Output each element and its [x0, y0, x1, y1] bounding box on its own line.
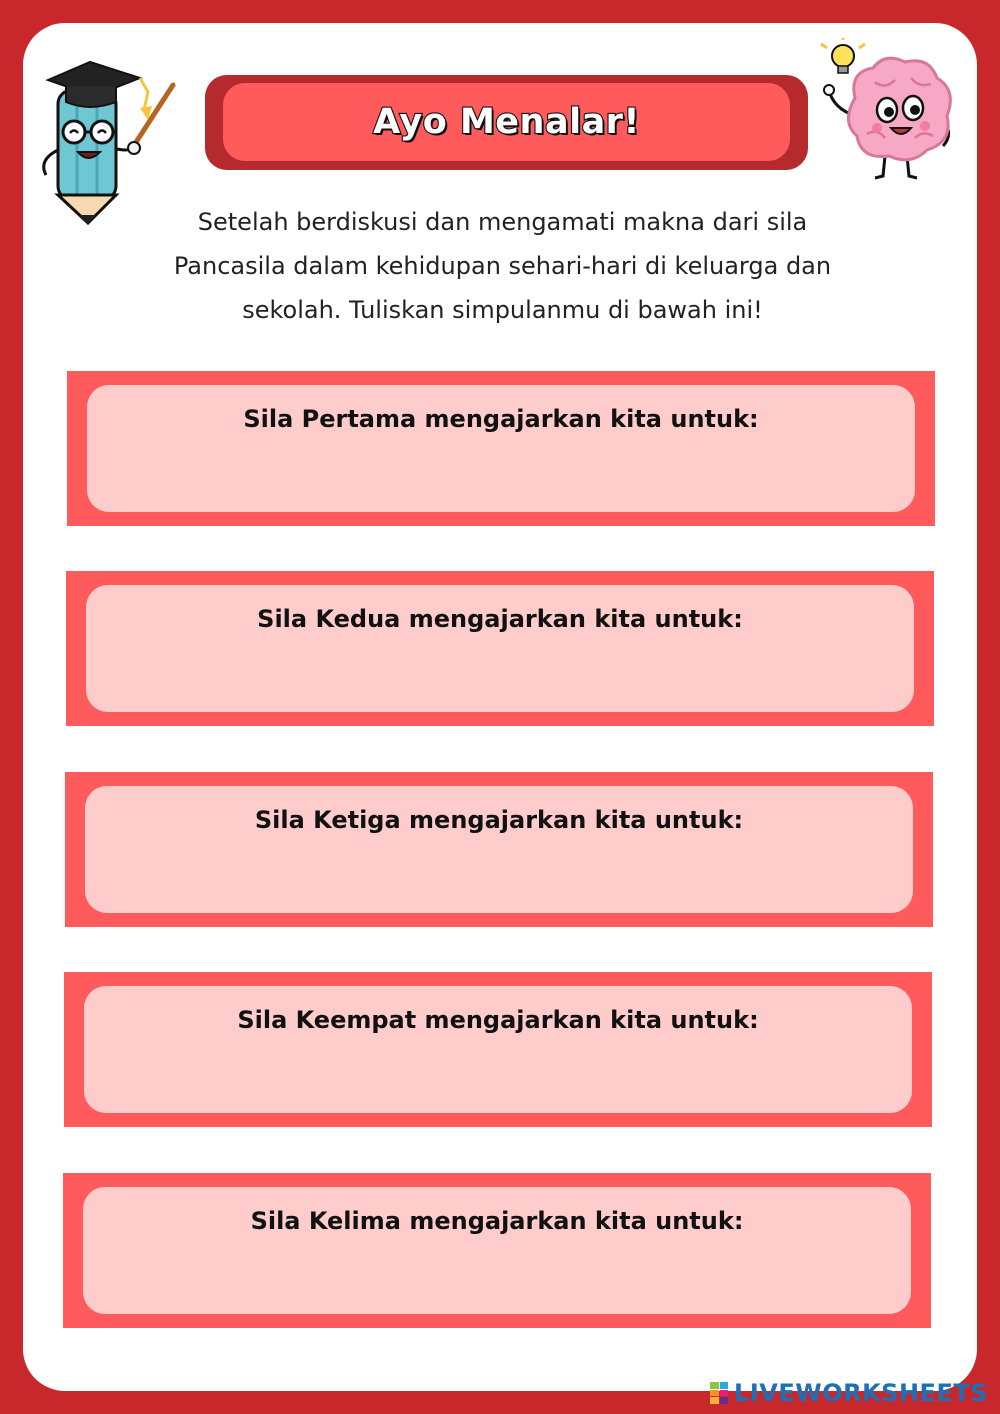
footer-brand[interactable]: [710, 1378, 988, 1408]
sila-2-box: [66, 571, 934, 726]
sila-1-box: [67, 371, 935, 526]
sila-5-box: [63, 1173, 931, 1328]
sila-5-answer-field[interactable]: [83, 1187, 911, 1314]
title-banner: [223, 83, 790, 161]
sila-2-answer-field[interactable]: [86, 585, 914, 712]
sila-1-label: Sila Pertama mengajarkan kita untuk:: [243, 405, 759, 433]
instructions: [120, 200, 885, 332]
sila-3-label: Sila Ketiga mengajarkan kita untuk:: [254, 806, 744, 834]
liveworksheets-logo-icon: [710, 1382, 728, 1404]
sila-3-answer-field[interactable]: [85, 786, 913, 913]
instructions-line: Pancasila dalam kehidupan sehari-hari di keluarga dan: [173, 252, 832, 280]
page-title: Ayo Menalar!: [373, 102, 640, 142]
sila-4-box: [64, 972, 932, 1127]
brand-name: LIVEWORKSHEETS: [734, 1379, 988, 1407]
brain-idea-icon: [815, 38, 960, 183]
sila-5-label: Sila Kelima mengajarkan kita untuk:: [250, 1207, 744, 1235]
sila-1-answer-field[interactable]: [87, 385, 915, 512]
sila-4-answer-field[interactable]: [84, 986, 912, 1113]
sila-4-label: Sila Keempat mengajarkan kita untuk:: [237, 1006, 759, 1034]
pencil-teacher-icon: [28, 40, 178, 225]
sila-2-label: Sila Kedua mengajarkan kita untuk:: [257, 605, 743, 633]
sila-3-box: [65, 772, 933, 927]
instructions-line: sekolah. Tuliskan simpulanmu di bawah ini!: [242, 296, 763, 324]
instructions-line: Setelah berdiskusi dan mengamati makna dari sila: [197, 208, 808, 236]
